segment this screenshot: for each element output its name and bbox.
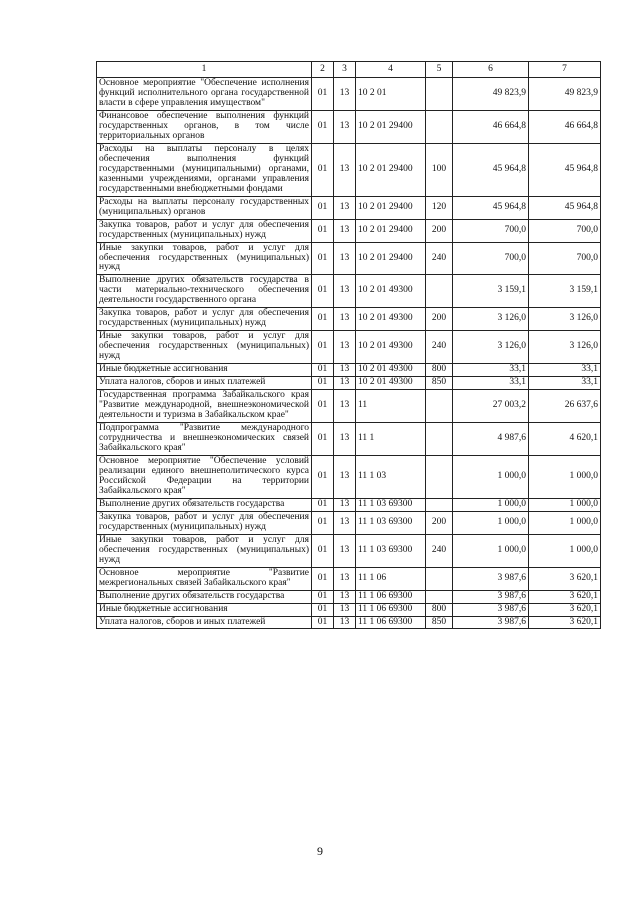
- row-subsection: 13: [334, 567, 356, 590]
- row-name: Иные закупки товаров, работ и услуг для обеспечения государственных (муниципальных) нужд: [97, 534, 312, 567]
- row-amount-year1: 33,1: [453, 377, 529, 390]
- row-section: 01: [312, 110, 334, 143]
- row-target-article: 11 1 03 69300: [356, 534, 426, 567]
- row-expense-type: [426, 455, 453, 498]
- table-row: [97, 364, 601, 377]
- row-name: Расходы на выплаты персоналу государственных (муниципальных) органов: [97, 196, 312, 219]
- row-amount-year2: 3 126,0: [529, 308, 601, 331]
- row-subsection: 13: [334, 603, 356, 616]
- header-col-3: 3: [334, 62, 356, 78]
- row-amount-year1: 27 003,2: [453, 390, 529, 423]
- row-amount-year2: 3 159,1: [529, 275, 601, 308]
- row-target-article: 10 2 01 49300: [356, 275, 426, 308]
- row-expense-type: 200: [426, 511, 453, 534]
- row-section: 01: [312, 196, 334, 219]
- row-amount-year2: 3 126,0: [529, 331, 601, 364]
- row-subsection: 13: [334, 143, 356, 196]
- row-expense-type: [426, 275, 453, 308]
- row-section: 01: [312, 423, 334, 456]
- table-row: [97, 308, 601, 331]
- row-expense-type: 120: [426, 196, 453, 219]
- table-row: [97, 377, 601, 390]
- table-row: [97, 78, 601, 111]
- row-amount-year2: 33,1: [529, 377, 601, 390]
- row-target-article: 11 1 06 69300: [356, 603, 426, 616]
- row-subsection: 13: [334, 455, 356, 498]
- row-target-article: 11 1 06 69300: [356, 590, 426, 603]
- row-expense-type: 800: [426, 603, 453, 616]
- header-col-1: 1: [97, 62, 312, 78]
- row-name: Финансовое обеспечение выполнения функций государственных органов, в том числе территориальных органов: [97, 110, 312, 143]
- row-name: Закупка товаров, работ и услуг для обеспечения государственных (муниципальных) нужд: [97, 511, 312, 534]
- table-row: [97, 498, 601, 511]
- row-section: 01: [312, 331, 334, 364]
- row-expense-type: 200: [426, 219, 453, 242]
- row-name: Основное мероприятие "Обеспечение исполнения функций исполнительного органа государственной власти в сфере управления имуществом": [97, 78, 312, 111]
- table-row: [97, 423, 601, 456]
- row-section: 01: [312, 78, 334, 111]
- row-name: Иные бюджетные ассигнования: [97, 603, 312, 616]
- row-section: 01: [312, 567, 334, 590]
- row-section: 01: [312, 219, 334, 242]
- row-amount-year2: 700,0: [529, 242, 601, 275]
- row-amount-year1: 700,0: [453, 242, 529, 275]
- row-target-article: 11 1: [356, 423, 426, 456]
- table-row: [97, 390, 601, 423]
- row-subsection: 13: [334, 242, 356, 275]
- row-target-article: 10 2 01: [356, 78, 426, 111]
- row-name: Основное мероприятие "Обеспечение условий реализации единого внешнеполитического курса Российской Федерации на территории Забайкальского края": [97, 455, 312, 498]
- row-amount-year1: 700,0: [453, 219, 529, 242]
- row-section: 01: [312, 534, 334, 567]
- table-row: [97, 196, 601, 219]
- row-expense-type: 240: [426, 331, 453, 364]
- row-amount-year1: 1 000,0: [453, 498, 529, 511]
- table-row: [97, 534, 601, 567]
- row-amount-year1: 33,1: [453, 364, 529, 377]
- row-subsection: 13: [334, 616, 356, 629]
- table-row: [97, 567, 601, 590]
- header-col-2: 2: [312, 62, 334, 78]
- budget-table: [96, 61, 601, 629]
- row-target-article: 10 2 01 49300: [356, 308, 426, 331]
- row-subsection: 13: [334, 331, 356, 364]
- row-name: Уплата налогов, сборов и иных платежей: [97, 377, 312, 390]
- row-target-article: 11 1 03 69300: [356, 511, 426, 534]
- row-name: Иные закупки товаров, работ и услуг для обеспечения государственных (муниципальных) нужд: [97, 242, 312, 275]
- row-section: 01: [312, 377, 334, 390]
- row-expense-type: [426, 390, 453, 423]
- row-target-article: 11: [356, 390, 426, 423]
- header-col-4: 4: [356, 62, 426, 78]
- row-amount-year1: 4 987,6: [453, 423, 529, 456]
- table-row: [97, 143, 601, 196]
- header-col-6: 6: [453, 62, 529, 78]
- row-expense-type: 800: [426, 364, 453, 377]
- row-subsection: 13: [334, 590, 356, 603]
- row-amount-year2: 33,1: [529, 364, 601, 377]
- row-target-article: 10 2 01 29400: [356, 242, 426, 275]
- table-row: [97, 331, 601, 364]
- row-expense-type: [426, 110, 453, 143]
- row-amount-year2: 1 000,0: [529, 534, 601, 567]
- row-amount-year2: 3 620,1: [529, 567, 601, 590]
- row-expense-type: 850: [426, 377, 453, 390]
- row-amount-year1: 3 126,0: [453, 308, 529, 331]
- row-subsection: 13: [334, 390, 356, 423]
- row-amount-year1: 3 987,6: [453, 603, 529, 616]
- row-amount-year2: 46 664,8: [529, 110, 601, 143]
- page-number: 9: [317, 844, 323, 858]
- row-expense-type: [426, 498, 453, 511]
- row-section: 01: [312, 143, 334, 196]
- table-header-row: [97, 62, 601, 78]
- row-name: Выполнение других обязательств государства: [97, 498, 312, 511]
- header-col-7: 7: [529, 62, 601, 78]
- row-amount-year1: 45 964,8: [453, 143, 529, 196]
- row-expense-type: 100: [426, 143, 453, 196]
- row-amount-year1: 46 664,8: [453, 110, 529, 143]
- row-amount-year2: 700,0: [529, 219, 601, 242]
- row-amount-year2: 1 000,0: [529, 455, 601, 498]
- row-subsection: 13: [334, 78, 356, 111]
- row-name: Уплата налогов, сборов и иных платежей: [97, 616, 312, 629]
- row-name: Закупка товаров, работ и услуг для обеспечения государственных (муниципальных) нужд: [97, 308, 312, 331]
- row-target-article: 11 1 03: [356, 455, 426, 498]
- row-section: 01: [312, 498, 334, 511]
- row-subsection: 13: [334, 196, 356, 219]
- row-amount-year2: 3 620,1: [529, 616, 601, 629]
- row-target-article: 10 2 01 29400: [356, 219, 426, 242]
- row-subsection: 13: [334, 534, 356, 567]
- row-subsection: 13: [334, 308, 356, 331]
- row-expense-type: 200: [426, 308, 453, 331]
- table-row: [97, 242, 601, 275]
- row-amount-year2: 4 620,1: [529, 423, 601, 456]
- row-expense-type: [426, 567, 453, 590]
- row-amount-year2: 1 000,0: [529, 511, 601, 534]
- row-amount-year1: 3 987,6: [453, 590, 529, 603]
- row-subsection: 13: [334, 219, 356, 242]
- row-amount-year1: 3 987,6: [453, 616, 529, 629]
- row-amount-year2: 45 964,8: [529, 143, 601, 196]
- row-amount-year1: 1 000,0: [453, 455, 529, 498]
- table-row: [97, 455, 601, 498]
- row-subsection: 13: [334, 364, 356, 377]
- row-name: Выполнение других обязательств государства: [97, 590, 312, 603]
- row-amount-year1: 1 000,0: [453, 534, 529, 567]
- table-row: [97, 275, 601, 308]
- row-target-article: 10 2 01 29400: [356, 196, 426, 219]
- row-subsection: 13: [334, 498, 356, 511]
- row-name: Основное мероприятие "Развитие межрегиональных связей Забайкальского края": [97, 567, 312, 590]
- row-amount-year1: 49 823,9: [453, 78, 529, 111]
- row-name: Иные бюджетные ассигнования: [97, 364, 312, 377]
- row-amount-year2: 3 620,1: [529, 603, 601, 616]
- row-amount-year2: 49 823,9: [529, 78, 601, 111]
- row-name: Государственная программа Забайкальского края "Развитие международной, внешнеэкономической деятельности и туризма в Забайкальском крае": [97, 390, 312, 423]
- row-section: 01: [312, 364, 334, 377]
- row-section: 01: [312, 242, 334, 275]
- row-target-article: 10 2 01 49300: [356, 364, 426, 377]
- row-expense-type: 240: [426, 534, 453, 567]
- row-subsection: 13: [334, 423, 356, 456]
- row-target-article: 10 2 01 49300: [356, 377, 426, 390]
- row-target-article: 11 1 06 69300: [356, 616, 426, 629]
- row-target-article: 10 2 01 29400: [356, 143, 426, 196]
- row-subsection: 13: [334, 377, 356, 390]
- row-target-article: 11 1 06: [356, 567, 426, 590]
- row-subsection: 13: [334, 110, 356, 143]
- row-amount-year2: 1 000,0: [529, 498, 601, 511]
- row-name: Расходы на выплаты персоналу в целях обеспечения выполнения функций государственными (муниципальными) органами, казенными учреждениями, органами управления государственными внебюджетными фондами: [97, 143, 312, 196]
- row-section: 01: [312, 275, 334, 308]
- table-row: [97, 590, 601, 603]
- row-amount-year2: 45 964,8: [529, 196, 601, 219]
- row-expense-type: 850: [426, 616, 453, 629]
- row-amount-year2: 26 637,6: [529, 390, 601, 423]
- row-section: 01: [312, 616, 334, 629]
- table-row: [97, 110, 601, 143]
- table-row: [97, 603, 601, 616]
- row-amount-year1: 3 126,0: [453, 331, 529, 364]
- row-expense-type: [426, 590, 453, 603]
- row-amount-year1: 3 159,1: [453, 275, 529, 308]
- row-subsection: 13: [334, 511, 356, 534]
- row-amount-year1: 1 000,0: [453, 511, 529, 534]
- row-name: Выполнение других обязательств государства в части материально-технического обеспечения деятельности государственного органа: [97, 275, 312, 308]
- row-target-article: 10 2 01 49300: [356, 331, 426, 364]
- row-subsection: 13: [334, 275, 356, 308]
- row-section: 01: [312, 511, 334, 534]
- row-expense-type: [426, 423, 453, 456]
- row-name: Закупка товаров, работ и услуг для обеспечения государственных (муниципальных) нужд: [97, 219, 312, 242]
- row-expense-type: 240: [426, 242, 453, 275]
- row-name: Иные закупки товаров, работ и услуг для обеспечения государственных (муниципальных) нужд: [97, 331, 312, 364]
- row-section: 01: [312, 455, 334, 498]
- table-row: [97, 219, 601, 242]
- row-amount-year1: 3 987,6: [453, 567, 529, 590]
- row-target-article: 11 1 03 69300: [356, 498, 426, 511]
- row-section: 01: [312, 308, 334, 331]
- table-row: [97, 511, 601, 534]
- row-amount-year2: 3 620,1: [529, 590, 601, 603]
- row-amount-year1: 45 964,8: [453, 196, 529, 219]
- row-target-article: 10 2 01 29400: [356, 110, 426, 143]
- row-section: 01: [312, 390, 334, 423]
- header-col-5: 5: [426, 62, 453, 78]
- row-name: Подпрограмма "Развитие международного сотрудничества и внешнеэкономических связей Забайкальского края": [97, 423, 312, 456]
- row-section: 01: [312, 603, 334, 616]
- table-row: [97, 616, 601, 629]
- row-expense-type: [426, 78, 453, 111]
- row-section: 01: [312, 590, 334, 603]
